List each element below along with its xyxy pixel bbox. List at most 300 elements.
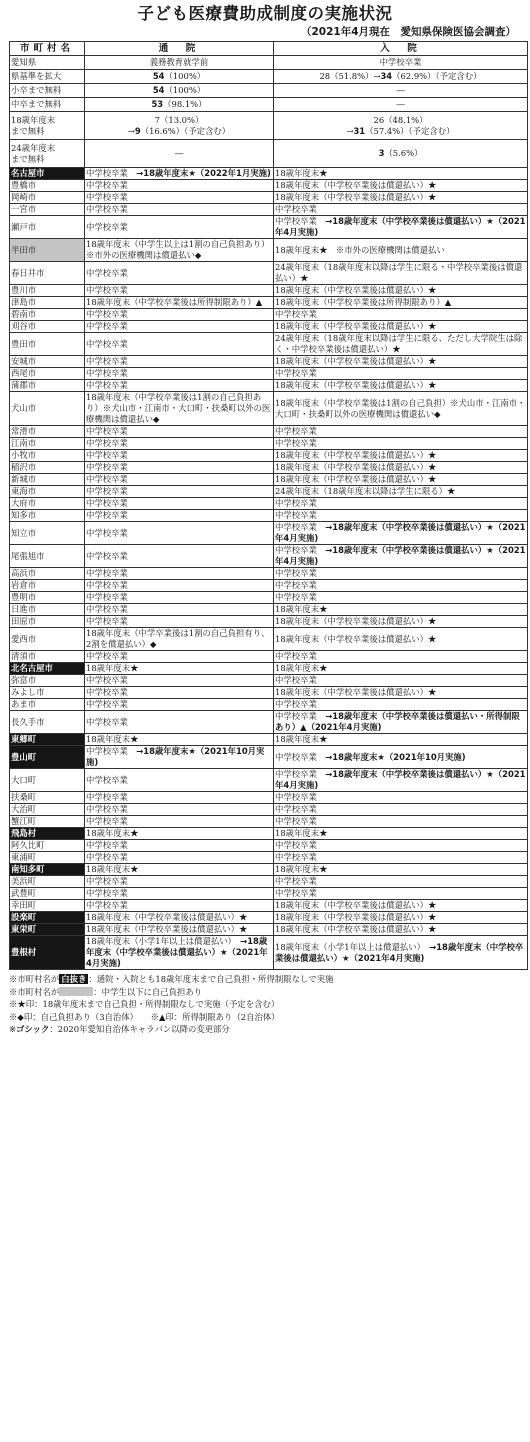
inpatient-cell: [274, 804, 528, 816]
table-row: [10, 604, 528, 616]
municipality-name: 刈谷市: [10, 321, 85, 333]
outpatient-cell: [85, 192, 274, 204]
municipality-name: 長久手市: [10, 711, 85, 734]
inpatient-cell: [274, 438, 528, 450]
outpatient-cell: [85, 924, 274, 936]
outpatient-cell: [85, 616, 274, 628]
inpatient-text: 中学校卒業: [275, 675, 317, 685]
outpatient-text: 中学校卒業: [86, 651, 128, 661]
inpatient-cell: [274, 734, 528, 746]
inpatient-cell: [274, 876, 528, 888]
summary-inpatient: [274, 112, 528, 140]
municipality-name: 高浜市: [10, 568, 85, 580]
outpatient-text: 18歳年度末（中学校卒業後は所得制限あり）▲: [86, 297, 263, 307]
inpatient-cell: [274, 474, 528, 486]
summary-inpatient: 中学校卒業: [274, 56, 528, 70]
summary-percent: （57.4%）（予定含む）: [365, 125, 455, 136]
inpatient-cell: [274, 426, 528, 438]
outpatient-cell: [85, 545, 274, 568]
outpatient-cell: [85, 900, 274, 912]
table-row: [10, 900, 528, 912]
outpatient-text: 中学校卒業: [86, 675, 128, 685]
table-row: [10, 651, 528, 663]
inpatient-text: 18歳年度末（小学1年以上は償還払い）: [275, 941, 430, 952]
summary-label-line: 18歳年度末: [11, 114, 56, 125]
inpatient-cell: [274, 852, 528, 864]
inpatient-text: 18歳年度末★: [275, 604, 328, 614]
inpatient-cell: [274, 380, 528, 392]
municipality-name: 豊川市: [10, 285, 85, 297]
inpatient-text: 18歳年度末★: [275, 663, 328, 673]
outpatient-cell: [85, 204, 274, 216]
inpatient-change: →18歳年度末（中学校卒業後は償還払い）★（2021年4月実施): [275, 216, 526, 237]
note-text: ：中学生以下に自己負担あり: [93, 986, 203, 997]
inpatient-text: 18歳年度末（中学校卒業後は償還払い）★: [275, 285, 437, 295]
inpatient-cell: [274, 840, 528, 852]
outpatient-text: 中学校卒業: [86, 804, 128, 814]
municipality-name: 清須市: [10, 651, 85, 663]
subsidy-table: [9, 41, 528, 970]
outpatient-cell: [85, 675, 274, 687]
inpatient-text: 中学校卒業: [275, 711, 326, 721]
municipality-name: 津島市: [10, 297, 85, 309]
summary-percent: （16.6%）（予定含む）: [140, 125, 231, 136]
table-row: [10, 769, 528, 792]
inpatient-change: →18歳年度末（中学校卒業後は償還払い・所得制限あり）▲（2021年4月実施): [275, 711, 520, 732]
inpatient-text: 中学校卒業: [275, 438, 317, 448]
summary-label: 中卒まで無料: [10, 98, 85, 112]
table-row: [10, 792, 528, 804]
inpatient-text: 18歳年度末（中学校卒業後は償還払い）★: [275, 462, 437, 472]
outpatient-text: 18歳年度末（小学1年以上は償還払い）: [86, 936, 241, 946]
summary-before: 28（51.8%）→: [319, 71, 381, 81]
outpatient-cell: [85, 285, 274, 297]
outpatient-cell: [85, 309, 274, 321]
outpatient-cell: [85, 687, 274, 699]
inpatient-cell: [274, 769, 528, 792]
inpatient-text: 中学校卒業: [275, 580, 317, 590]
outpatient-cell: [85, 746, 274, 769]
outpatient-text: 18歳年度末★: [86, 864, 139, 874]
table-row: [10, 192, 528, 204]
inpatient-cell: [274, 675, 528, 687]
note-shaded-box: [59, 987, 93, 996]
inpatient-cell: [274, 687, 528, 699]
inpatient-change: →18歳年度末（中学校卒業後は償還払い）★（2021年4月実施): [275, 941, 524, 963]
summary-inpatient: ―: [274, 98, 528, 112]
table-row: [10, 734, 528, 746]
summary-before: 26（48.1%）: [373, 114, 428, 125]
summary-inpatient: [274, 70, 528, 84]
inpatient-text: 18歳年度末（中学校卒業後は1割の自己負担）※犬山市・江南市・大口町・扶桑町以外の医療機関は償還払い◆: [275, 397, 526, 419]
table-row: [10, 936, 528, 970]
inpatient-cell: [274, 392, 528, 426]
inpatient-cell: [274, 864, 528, 876]
inpatient-cell: [274, 746, 528, 769]
table-row: [10, 285, 528, 297]
summary-percent: （100%）: [164, 85, 206, 95]
table-row: [10, 216, 528, 239]
outpatient-cell: [85, 510, 274, 522]
municipality-name: 一宮市: [10, 204, 85, 216]
outpatient-cell: [85, 651, 274, 663]
municipality-name: 武豊町: [10, 888, 85, 900]
outpatient-cell: [85, 828, 274, 840]
summary-inpatient: [274, 140, 528, 168]
inpatient-cell: [274, 262, 528, 285]
note-line: [9, 973, 527, 986]
summary-row: [10, 112, 528, 140]
inpatient-text: 18歳年度末★: [275, 168, 328, 178]
municipality-name: 名古屋市: [10, 168, 85, 180]
table-row: [10, 522, 528, 545]
inpatient-text: 中学校卒業: [275, 751, 326, 762]
note-inverted-box: 白抜き: [61, 974, 87, 984]
header-outpatient: 通 院: [85, 42, 274, 56]
outpatient-cell: [85, 262, 274, 285]
summary-inpatient: ―: [274, 84, 528, 98]
inpatient-text: 18歳年度末（中学校卒業後は償還払い）★: [275, 321, 437, 331]
municipality-name: 豊山町: [10, 746, 85, 769]
inpatient-cell: [274, 285, 528, 297]
outpatient-text: 中学校卒業: [86, 580, 128, 590]
note-text: ※: [9, 1024, 17, 1034]
inpatient-cell: [274, 216, 528, 239]
inpatient-cell: [274, 616, 528, 628]
municipality-name: 岡崎市: [10, 192, 85, 204]
municipality-name: 田原市: [10, 616, 85, 628]
summary-outpatient: 義務教育就学前: [85, 56, 274, 70]
municipality-name: 阿久比町: [10, 840, 85, 852]
outpatient-cell: [85, 522, 274, 545]
outpatient-text: 18歳年度末★: [86, 734, 139, 744]
outpatient-cell: [85, 568, 274, 580]
summary-row: [10, 70, 528, 84]
table-row: [10, 450, 528, 462]
outpatient-cell: [85, 368, 274, 380]
summary-label: [10, 112, 85, 140]
table-row: [10, 804, 528, 816]
table-row: [10, 168, 528, 180]
note-text: ：通院・入院とも18歳年度末まで自己負担・所得制限なしで実施: [88, 974, 334, 984]
outpatient-cell: [85, 592, 274, 604]
municipality-name: 碧南市: [10, 309, 85, 321]
table-row: [10, 888, 528, 900]
inpatient-text: 中学校卒業: [275, 309, 317, 319]
outpatient-cell: [85, 852, 274, 864]
summary-label-line: まで無料: [11, 153, 45, 164]
table-row: [10, 297, 528, 309]
note-text: ※市町村名が: [9, 986, 60, 997]
note-line: ※★印：18歳年度末まで自己負担・所得制限なしで実施（予定を含む）: [9, 999, 280, 1009]
inpatient-cell: [274, 888, 528, 900]
municipality-name: 知多市: [10, 510, 85, 522]
inpatient-cell: [274, 828, 528, 840]
table-row: [10, 699, 528, 711]
outpatient-text: 中学校卒業: [86, 816, 128, 826]
outpatient-cell: [85, 321, 274, 333]
inpatient-cell: [274, 628, 528, 651]
inpatient-text: 18歳年度末（中学校卒業後は償還払い）★: [275, 474, 437, 484]
note-line: ※◆印：自己負担あり（3自治体） ※▲印：所得制限あり（2自治体）: [9, 1011, 280, 1022]
inpatient-cell: [274, 592, 528, 604]
municipality-name: 東郷町: [10, 734, 85, 746]
summary-outpatient: [85, 84, 274, 98]
inpatient-text: 中学校卒業: [275, 368, 317, 378]
table-row: [10, 687, 528, 699]
inpatient-cell: [274, 498, 528, 510]
inpatient-text: 中学校卒業: [275, 816, 317, 826]
municipality-name: 犬山市: [10, 392, 85, 426]
table-row: [10, 711, 528, 734]
outpatient-text: 中学校卒業: [86, 380, 128, 390]
inpatient-text: 中学校卒業: [275, 651, 317, 661]
summary-outpatient: [85, 112, 274, 140]
inpatient-text: 中学校卒業: [275, 852, 317, 862]
outpatient-text: 中学校卒業: [86, 592, 128, 602]
table-row: [10, 474, 528, 486]
municipality-name: 蒲郡市: [10, 380, 85, 392]
municipality-name: 南知多町: [10, 864, 85, 876]
inpatient-text: 18歳年度末★: [275, 828, 328, 838]
inpatient-change: →18歳年度末（中学校卒業後は償還払い）★（2021年4月実施): [275, 522, 526, 543]
inpatient-cell: [274, 356, 528, 368]
inpatient-cell: [274, 816, 528, 828]
inpatient-cell: [274, 450, 528, 462]
summary-count: 54: [152, 85, 165, 95]
municipality-name: 半田市: [10, 239, 85, 262]
summary-count: 53: [151, 99, 164, 109]
municipality-name: 豊明市: [10, 592, 85, 604]
summary-row: [10, 56, 528, 70]
municipality-name: 美浜町: [10, 876, 85, 888]
inpatient-cell: [274, 699, 528, 711]
municipality-name: 愛西市: [10, 628, 85, 651]
municipality-name: 安城市: [10, 356, 85, 368]
inpatient-cell: [274, 180, 528, 192]
outpatient-change: →18歳年度末★（2022年1月実施): [136, 168, 271, 178]
inpatient-cell: [274, 204, 528, 216]
summary-percent: （62.9%）（予定含む）: [392, 71, 482, 81]
municipality-name: 扶桑町: [10, 792, 85, 804]
outpatient-text: 中学校卒業: [86, 746, 137, 756]
inpatient-text: 中学校卒業: [275, 426, 317, 436]
outpatient-text: 中学校卒業: [86, 204, 128, 214]
outpatient-cell: [85, 297, 274, 309]
outpatient-cell: [85, 912, 274, 924]
inpatient-cell: [274, 568, 528, 580]
outpatient-text: 中学校卒業: [86, 438, 128, 448]
municipality-name: あま市: [10, 699, 85, 711]
inpatient-text: 18歳年度末（中学校卒業後は償還払い）★: [275, 192, 437, 202]
inpatient-text: 中学校卒業: [275, 792, 317, 802]
outpatient-cell: [85, 804, 274, 816]
table-row: [10, 924, 528, 936]
outpatient-text: 中学校卒業: [86, 285, 128, 295]
outpatient-text: 中学校卒業: [86, 498, 128, 508]
table-row: [10, 510, 528, 522]
inpatient-cell: [274, 462, 528, 474]
outpatient-cell: [85, 699, 274, 711]
inpatient-text: 18歳年度末（中学校卒業後は償還払い）★: [275, 912, 437, 922]
municipality-name: 小牧市: [10, 450, 85, 462]
outpatient-cell: [85, 769, 274, 792]
inpatient-text: 18歳年度末（中学校卒業後は所得制限あり）▲: [275, 297, 452, 307]
inpatient-text: 18歳年度末（中学校卒業後は償還払い）★: [275, 380, 437, 390]
outpatient-cell: [85, 734, 274, 746]
summary-arrow: →: [127, 125, 135, 136]
table-row: [10, 545, 528, 568]
summary-row: [10, 140, 528, 168]
outpatient-text: 中学校卒業: [86, 888, 128, 898]
outpatient-text: 18歳年度末★: [86, 663, 139, 673]
outpatient-text: 18歳年度末（中学校卒業後は償還払い）★: [86, 924, 248, 934]
municipality-section: [10, 168, 528, 970]
municipality-name: 西尾市: [10, 368, 85, 380]
outpatient-text: 中学校卒業: [86, 338, 128, 349]
municipality-name: 豊田市: [10, 333, 85, 356]
outpatient-cell: [85, 711, 274, 734]
summary-row: [10, 98, 528, 112]
outpatient-text: 中学校卒業: [86, 368, 128, 378]
summary-count: 34: [380, 71, 393, 81]
inpatient-cell: [274, 663, 528, 675]
table-row: [10, 746, 528, 769]
inpatient-text: 18歳年度末★: [275, 734, 328, 744]
outpatient-text: 中学校卒業: [86, 568, 128, 578]
municipality-name: 新城市: [10, 474, 85, 486]
inpatient-cell: [274, 936, 528, 970]
table-row: [10, 675, 528, 687]
inpatient-text: 18歳年度末（中学校卒業後は償還払い）★: [275, 900, 437, 910]
municipality-name: 大口町: [10, 769, 85, 792]
municipality-name: 豊根村: [10, 936, 85, 970]
table-row: [10, 912, 528, 924]
outpatient-cell: [85, 792, 274, 804]
summary-count: 31: [353, 125, 366, 136]
outpatient-text: 中学校卒業: [86, 180, 128, 190]
municipality-name: みよし市: [10, 687, 85, 699]
inpatient-text: 18歳年度末（中学校卒業後は償還払い）★: [275, 633, 437, 644]
table-row: [10, 852, 528, 864]
inpatient-text: 中学校卒業: [275, 545, 326, 555]
outpatient-text: 中学校卒業: [86, 604, 128, 614]
outpatient-text: 18歳年度末（中学卒業後は1割の自己負担有り、2割を償還払い）◆: [86, 628, 270, 649]
outpatient-text: 中学校卒業: [86, 450, 128, 460]
inpatient-change: →18歳年度末（中学校卒業後は償還払い）★（2021年4月実施): [275, 545, 526, 566]
inpatient-cell: [274, 912, 528, 924]
inpatient-text: 中学校卒業: [275, 840, 317, 850]
municipality-name: 蟹江町: [10, 816, 85, 828]
outpatient-cell: [85, 864, 274, 876]
note-line: [9, 1023, 527, 1036]
inpatient-text: 中学校卒業: [275, 498, 317, 508]
outpatient-text: 中学校卒業: [86, 699, 128, 709]
outpatient-text: 中学校卒業: [86, 792, 128, 802]
outpatient-cell: [85, 392, 274, 426]
outpatient-text: 中学校卒業: [86, 462, 128, 472]
inpatient-cell: [274, 545, 528, 568]
municipality-name: 知立市: [10, 522, 85, 545]
inpatient-text: 18歳年度末（中学校卒業後は償還払い）★: [275, 180, 437, 190]
inpatient-text: 中学校卒業: [275, 592, 317, 602]
table-row: [10, 321, 528, 333]
table-row: [10, 663, 528, 675]
outpatient-cell: [85, 663, 274, 675]
table-row: [10, 840, 528, 852]
inpatient-text: 中学校卒業: [275, 204, 317, 214]
summary-label-line: まで無料: [11, 125, 45, 136]
table-row: [10, 876, 528, 888]
outpatient-change: →18歳年度末（中学校卒業後は償還払い）★（2021年4月実施): [86, 936, 268, 968]
outpatient-text: 中学校卒業: [86, 309, 128, 319]
inpatient-text: 18歳年度末（中学校卒業後は償還払い）★: [275, 687, 437, 697]
summary-section: [10, 56, 528, 168]
page-subtitle: （2021年4月現在 愛知県保険医協会調査）: [300, 26, 516, 38]
outpatient-text: 中学校卒業: [86, 852, 128, 862]
outpatient-cell: [85, 840, 274, 852]
outpatient-text: 中学校卒業: [86, 267, 128, 278]
summary-outpatient: ―: [85, 140, 274, 168]
inpatient-text: 中学校卒業: [275, 888, 317, 898]
outpatient-text: 中学校卒業: [86, 716, 128, 727]
inpatient-cell: [274, 168, 528, 180]
outpatient-text: 中学校卒業: [86, 510, 128, 520]
page-title: 子ども医療費助成制度の実施状況: [137, 4, 393, 23]
outpatient-cell: [85, 876, 274, 888]
notes: [9, 973, 527, 1036]
summary-outpatient: [85, 98, 274, 112]
outpatient-cell: [85, 180, 274, 192]
outpatient-cell: [85, 580, 274, 592]
inpatient-text: 中学校卒業: [275, 699, 317, 709]
inpatient-text: 24歳年度末（18歳年度末以降は学生に限る・中学校卒業後は償還払い）★: [275, 262, 523, 283]
table-row: [10, 368, 528, 380]
inpatient-text: 中学校卒業: [275, 568, 317, 578]
table-row: [10, 486, 528, 498]
table-row: [10, 204, 528, 216]
outpatient-text: 中学校卒業: [86, 486, 128, 496]
outpatient-cell: [85, 426, 274, 438]
summary-percent: （100%）: [164, 71, 206, 81]
summary-percent: （98.1%）: [163, 99, 207, 109]
inpatient-text: 24歳年度末（18歳年度末以降は学生に限る、ただし大学院生は除く・中学校卒業後は償還払い）★: [275, 333, 523, 354]
outpatient-text: 中学校卒業: [86, 221, 128, 232]
inpatient-cell: [274, 604, 528, 616]
inpatient-text: 中学校卒業: [275, 769, 326, 779]
municipality-name: 常滑市: [10, 426, 85, 438]
inpatient-text: 24歳年度末（18歳年度末以降は学生に限る）★: [275, 486, 456, 496]
outpatient-text: 中学校卒業: [86, 527, 128, 538]
table-row: [10, 380, 528, 392]
outpatient-cell: [85, 356, 274, 368]
outpatient-cell: [85, 462, 274, 474]
summary-count: 3: [378, 148, 385, 158]
table-row: [10, 568, 528, 580]
municipality-name: 東浦町: [10, 852, 85, 864]
summary-count: 9: [134, 125, 141, 136]
municipality-name: 大治町: [10, 804, 85, 816]
municipality-name: 幸田町: [10, 900, 85, 912]
summary-percent: （5.6%）: [384, 148, 423, 158]
table-row: [10, 498, 528, 510]
table-row: [10, 356, 528, 368]
summary-count: 54: [152, 71, 165, 81]
table-row: [10, 462, 528, 474]
inpatient-cell: [274, 580, 528, 592]
outpatient-text: 中学校卒業: [86, 474, 128, 484]
municipality-name: 江南市: [10, 438, 85, 450]
